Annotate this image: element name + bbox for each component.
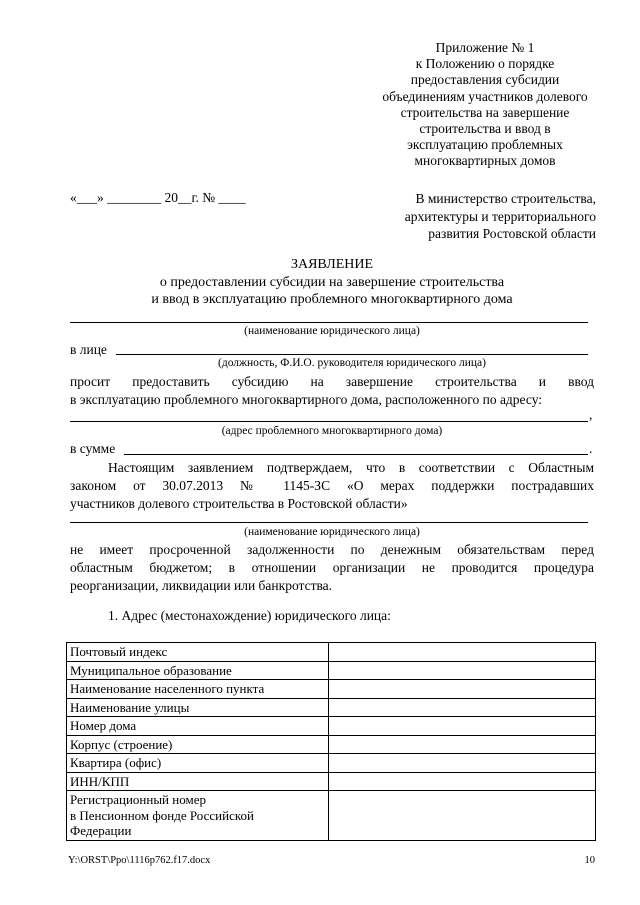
appendix-line: строительства и ввод в	[419, 121, 551, 137]
confirm-line: участников долевого строительства в Ростовской области»	[70, 496, 408, 511]
in-person-label: в лице	[70, 342, 107, 357]
addressee-line: архитектуры и территориального	[404, 208, 596, 224]
confirm-line: законом от 30.07.2013 № 1145-ЗС «О мерах поддержки пострадавших	[70, 478, 594, 493]
row-label: Наименование населенного пункта	[67, 680, 329, 699]
postal-code-cell[interactable]	[329, 643, 596, 662]
legal-entity-caption-2: (наименование юридического лица)	[244, 526, 420, 538]
inn-kpp-cell[interactable]	[329, 772, 596, 791]
debt-line: областным бюджетом; в отношении организации не проводится процедура	[70, 560, 594, 575]
appendix-line: Приложение № 1	[435, 40, 535, 55]
title-line: и ввод в эксплуатацию проблемного многоквартирного дома	[151, 292, 513, 307]
section-heading: 1. Адрес (местонахождение) юридического лица:	[108, 608, 391, 623]
pension-fund-number-cell[interactable]	[329, 791, 596, 841]
municipality-cell[interactable]	[329, 661, 596, 680]
table-row	[67, 680, 596, 699]
table-row	[67, 735, 596, 754]
table-row	[67, 698, 596, 717]
street-cell[interactable]	[329, 698, 596, 717]
table-row	[67, 717, 596, 736]
row-label-line: в Пенсионном фонде Российской	[70, 807, 254, 823]
title-line: о предоставлении субсидии на завершение строительства	[159, 274, 505, 290]
appendix-line: к Положению о порядке	[415, 56, 555, 72]
building-cell[interactable]	[329, 735, 596, 754]
amount-field[interactable]	[124, 454, 588, 455]
apartment-cell[interactable]	[329, 754, 596, 773]
appendix-line: объединениям участников долевого	[382, 88, 588, 104]
row-label: Корпус (строение)	[67, 735, 329, 754]
title-heading: ЗАЯВЛЕНИЕ	[290, 257, 374, 272]
appendix-block	[340, 40, 630, 170]
document-title	[70, 256, 594, 309]
appendix-line: многоквартирных домов	[414, 153, 556, 169]
appendix-line: предоставления субсидии	[410, 72, 560, 88]
legal-entity-caption: (наименование юридического лица)	[244, 325, 420, 337]
address-caption: (адрес проблемного многоквартирного дома)	[221, 425, 443, 437]
legal-entity-field[interactable]	[70, 322, 588, 323]
confirm-line: Настоящим заявлением подтверждаем, что в соответствии с Областным	[108, 460, 594, 475]
debt-paragraph	[70, 541, 594, 595]
debt-line: реорганизации, ликвидации или банкротства.	[70, 578, 333, 593]
date-number-line: «___» ________ 20__г. № ____	[70, 190, 246, 205]
table-row	[67, 643, 596, 662]
table-row	[67, 661, 596, 680]
request-line: просит предоставить субсидию на завершение строительства и ввод	[70, 374, 594, 389]
row-label: Наименование улицы	[67, 698, 329, 717]
table-row	[67, 791, 596, 841]
locality-cell[interactable]	[329, 680, 596, 699]
house-address-field[interactable]	[70, 421, 588, 422]
row-label: Квартира (офис)	[67, 754, 329, 773]
footer-page-number: 10	[584, 855, 595, 866]
table-row	[67, 754, 596, 773]
row-label: Почтовый индекс	[67, 643, 329, 662]
row-label-multiline	[67, 791, 329, 841]
house-number-cell[interactable]	[329, 717, 596, 736]
amount-period: .	[589, 441, 593, 456]
address-table	[66, 642, 596, 841]
addressee-block	[340, 190, 596, 243]
appendix-line: строительства на завершение	[400, 104, 570, 120]
address-comma: ,	[589, 407, 593, 422]
debt-line: не имеет просроченной задолженности по денежным обязательствам перед	[70, 542, 594, 557]
table-row	[67, 772, 596, 791]
row-label: Муниципальное образование	[67, 661, 329, 680]
row-label: ИНН/КПП	[67, 772, 329, 791]
representative-field[interactable]	[116, 354, 588, 355]
confirmation-paragraph	[70, 459, 594, 513]
row-label: Номер дома	[67, 717, 329, 736]
footer-file-path: Y:\ORST\Ppo\1116p762.f17.docx	[68, 855, 211, 866]
position-caption: (должность, Ф.И.О. руководителя юридического лица)	[218, 357, 486, 369]
addressee-line: развития Ростовской области	[428, 226, 596, 241]
amount-label: в сумме	[70, 441, 116, 456]
request-paragraph	[70, 373, 594, 409]
row-label-line: Регистрационный номер	[70, 792, 206, 807]
request-line: в эксплуатацию проблемного многоквартирного дома, расположенного по адресу:	[70, 392, 543, 407]
appendix-line: эксплуатацию проблемных	[407, 137, 563, 153]
legal-entity-field-2[interactable]	[70, 522, 588, 523]
row-label-line: Федерации	[70, 823, 132, 838]
addressee-line: В министерство строительства,	[415, 191, 596, 206]
